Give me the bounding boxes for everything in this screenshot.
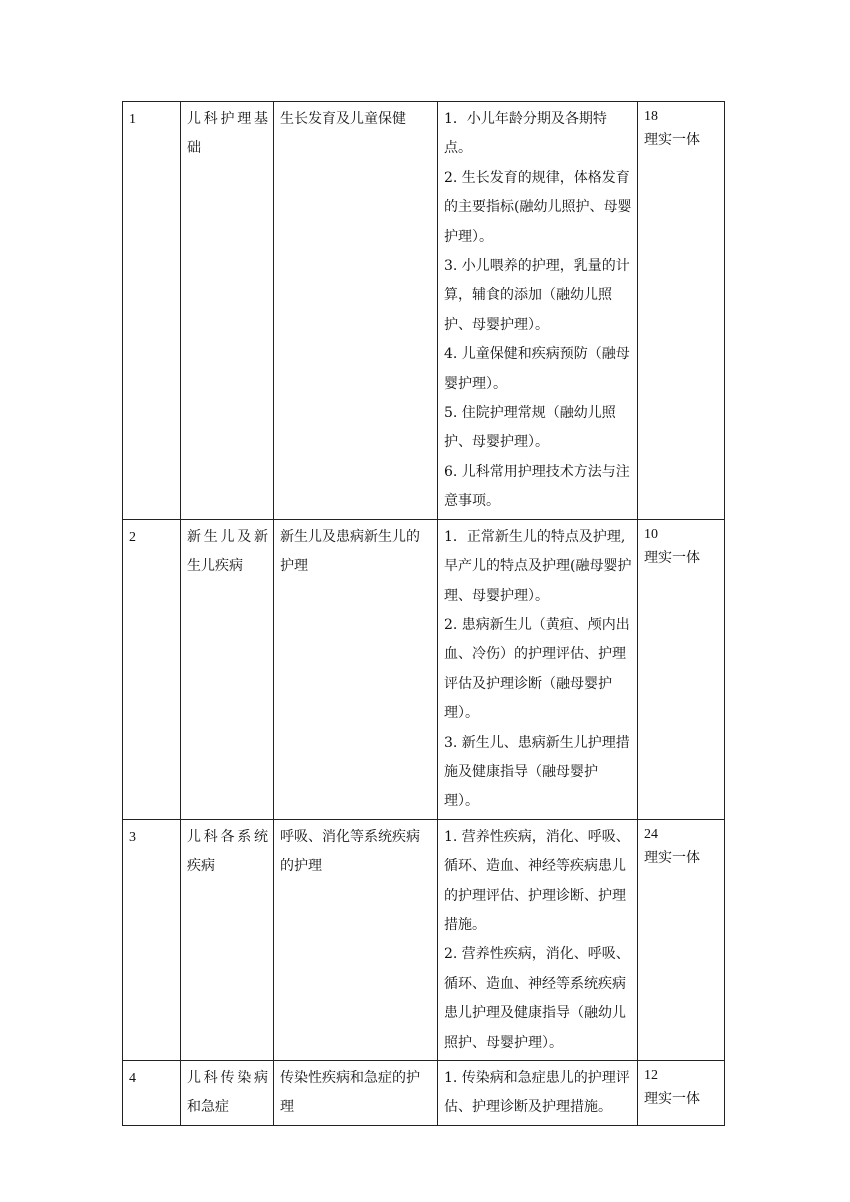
class-hours: 10 xyxy=(644,526,658,542)
content-item: 1．正常新生儿的特点及护理,早产儿的特点及护理(融母婴护理、母婴护理）。 xyxy=(444,528,632,604)
hours-cell xyxy=(638,1061,725,1126)
content-item: 3. 新生儿、患病新生儿护理措施及健康指导（融母婴护理）。 xyxy=(444,734,630,810)
content-item: 2. 生长发育的规律，体格发育的主要指标(融幼儿照护、母婴护理）。 xyxy=(444,169,632,245)
row-number: 2 xyxy=(123,519,181,819)
topic-name: 生长发育及儿童保健 xyxy=(274,102,438,520)
module-name: 儿科护理基础 xyxy=(181,102,274,520)
content-item: 2. 营养性疾病，消化、呼吸、循环、造血、神经等系统疾病患儿护理及健康指导（融幼儿照护、母婴护理）。 xyxy=(444,946,630,1051)
content-item: 5. 住院护理常规（融幼儿照护、母婴护理）。 xyxy=(444,405,616,451)
content-items xyxy=(438,102,638,520)
table-row xyxy=(123,102,725,520)
table-row xyxy=(123,1061,725,1126)
content-items xyxy=(438,819,638,1060)
content-item: 1. 营养性疾病，消化、呼吸、循环、造血、神经等疾病患儿的护理评估、护理诊断、护理措施。 xyxy=(444,828,630,933)
content-item: 2. 患病新生儿（黄疸、颅内出血、冷伤）的护理评估、护理评估及护理诊断（融母婴护理）。 xyxy=(444,616,630,722)
table-row xyxy=(123,819,725,1060)
module-name: 儿科各系统疾病 xyxy=(181,819,274,1060)
content-item: 1．小儿年龄分期及各期特点。 xyxy=(444,111,607,157)
hours-cell xyxy=(638,819,725,1060)
teaching-mode: 理实一体 xyxy=(644,550,700,566)
course-content-table xyxy=(122,101,725,1126)
row-number: 1 xyxy=(123,102,181,520)
content-item: 3. 小儿喂养的护理，乳量的计算，辅食的添加（融幼儿照护、母婴护理）。 xyxy=(444,258,630,333)
teaching-mode: 理实一体 xyxy=(644,133,700,148)
topic-name: 传染性疾病和急症的护理 xyxy=(274,1061,438,1126)
class-hours: 18 xyxy=(644,109,658,124)
content-item: 1. 传染病和急症患儿的护理评估、护理诊断及护理措施。 xyxy=(444,1070,630,1116)
content-item: 4. 儿童保健和疾病预防（融母婴护理）。 xyxy=(444,346,630,392)
module-name: 新生儿及新生儿疾病 xyxy=(181,519,274,819)
content-items xyxy=(438,519,638,819)
class-hours: 24 xyxy=(644,826,658,842)
hours-cell xyxy=(638,102,725,520)
row-number: 3 xyxy=(123,819,181,1060)
topic-name: 呼吸、消化等系统疾病的护理 xyxy=(274,819,438,1060)
content-items xyxy=(438,1061,638,1126)
module-name: 儿科传染病和急症 xyxy=(181,1061,274,1126)
hours-cell xyxy=(638,519,725,819)
teaching-mode: 理实一体 xyxy=(644,850,700,866)
table-row xyxy=(123,519,725,819)
row-number: 4 xyxy=(123,1061,181,1126)
teaching-mode: 理实一体 xyxy=(644,1092,700,1107)
topic-name: 新生儿及患病新生儿的护理 xyxy=(274,519,438,819)
class-hours: 12 xyxy=(644,1068,658,1083)
content-item: 6. 儿科常用护理技术方法与注意事项。 xyxy=(444,463,630,510)
